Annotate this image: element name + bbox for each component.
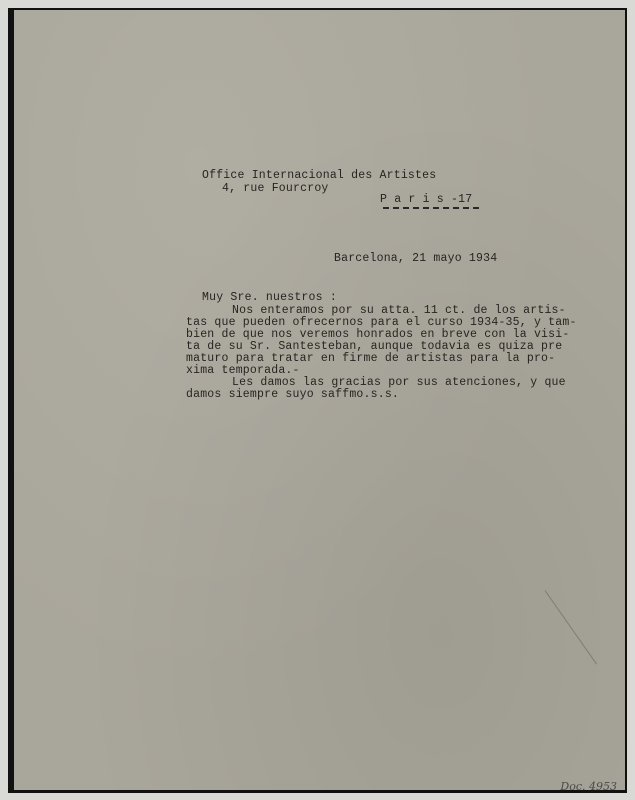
body-line-4: ta de su Sr. Santesteban, aunque todavia es quiza pre — [186, 340, 563, 353]
archive-annotation: Doc. 4953 — [560, 780, 617, 793]
body-line-2: tas que pueden ofrecernos para el curso 1934-35, y tam- — [186, 316, 577, 329]
recipient-address: 4, rue Fourcroy — [222, 182, 329, 195]
recipient-city: P a r i s -17 — [380, 193, 473, 206]
recipient-name: Office Internacional des Artistes — [202, 169, 437, 182]
body-line-1: Nos enteramos por su atta. 11 ct. de los artis- — [232, 304, 566, 317]
body-line-8: damos siempre suyo saffmo.s.s. — [186, 388, 400, 401]
date-line: Barcelona, 21 mayo 1934 — [334, 252, 498, 265]
body-line-5: maturo para tratar en firme de artistas para la pro- — [186, 352, 556, 365]
underline-rule — [383, 207, 479, 209]
salutation: Muy Sre. nuestros : — [202, 291, 337, 304]
body-line-7: Les damos las gracias por sus atenciones, y que — [232, 376, 566, 389]
body-line-3: bien de que nos veremos honrados en breve con la visi- — [186, 328, 570, 341]
body-line-6: xima temporada.- — [186, 364, 300, 377]
